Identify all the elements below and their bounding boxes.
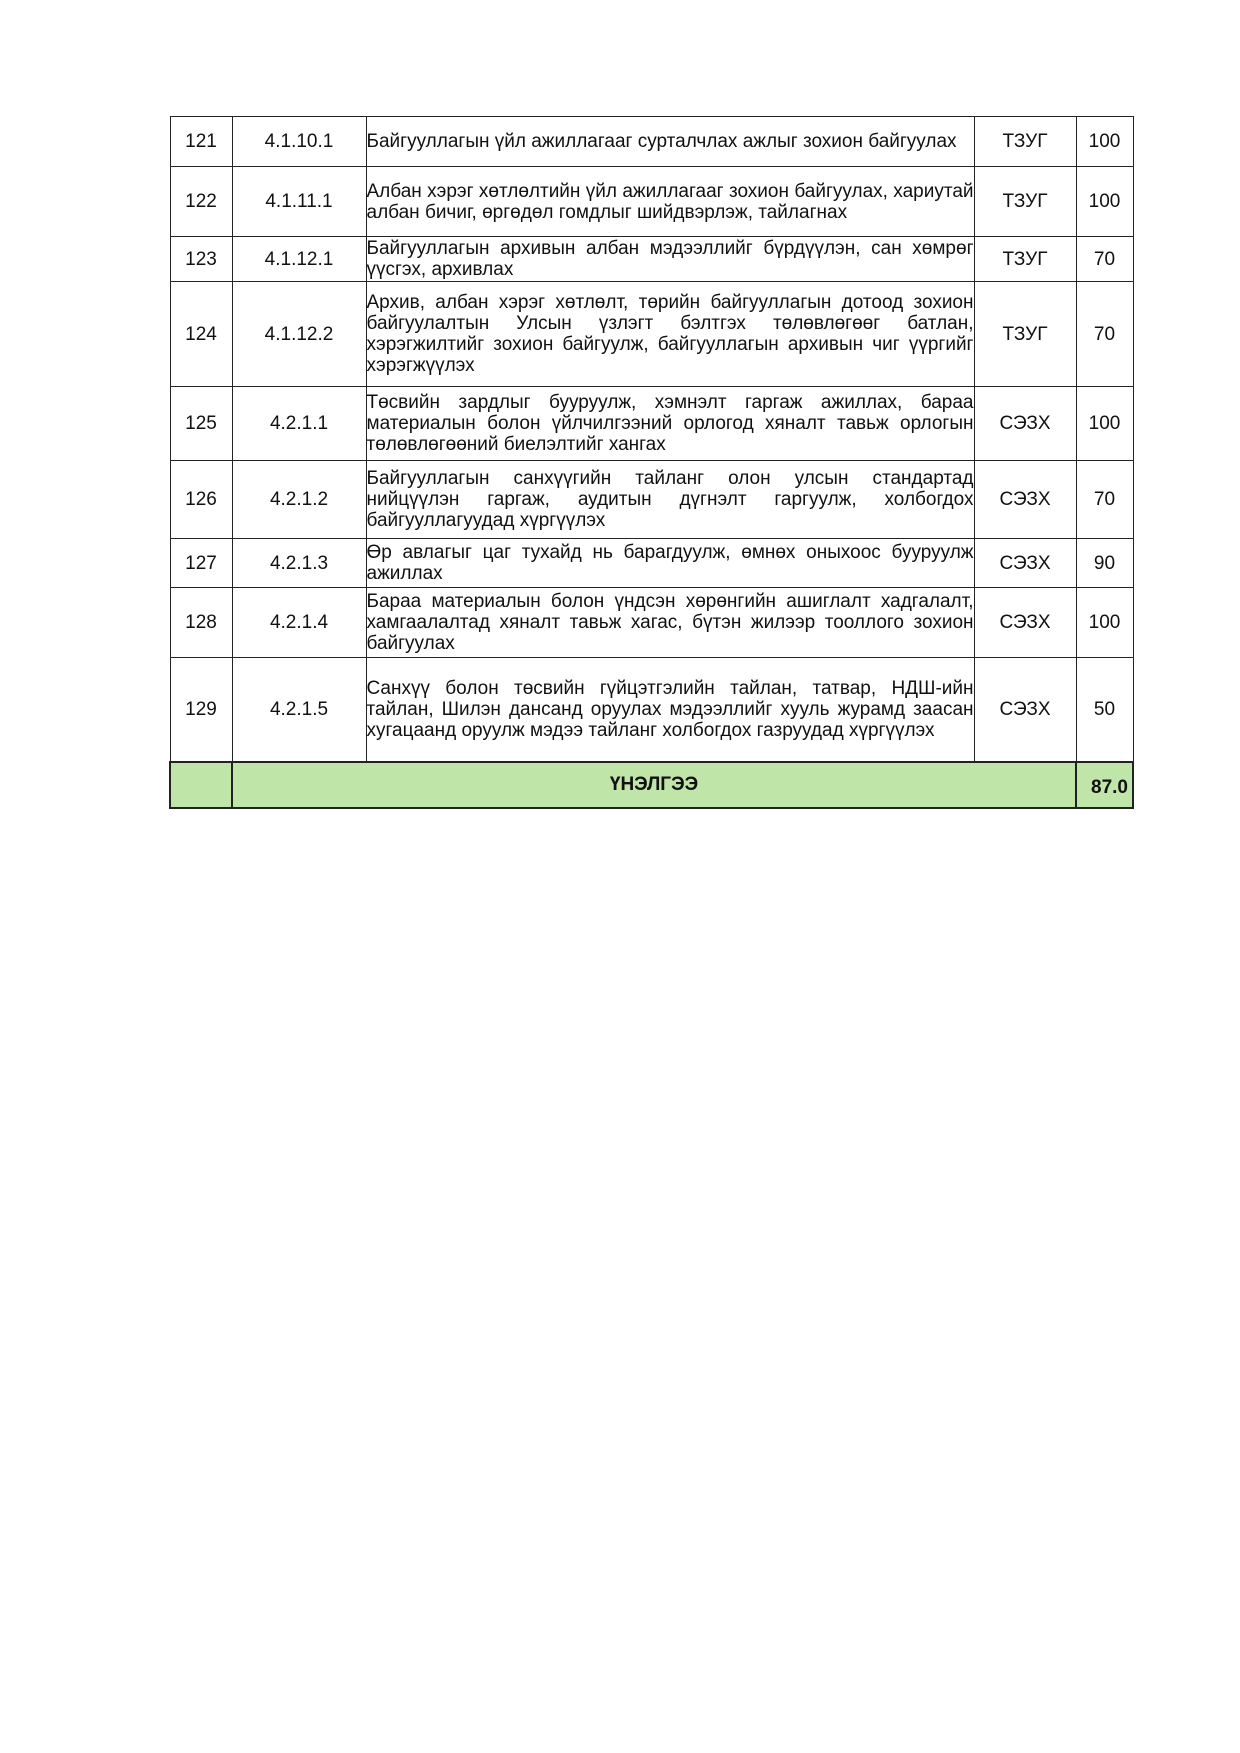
task-description: Санхүү болон төсвийн гүйцэтгэлийн тайлан, татвар, НДШ-ийн тайлан, Шилэн дансанд оруулах мэдээллийг хууль журамд заасан хугацаанд оруулж мэдээ тайланг холбогдох газруудад хүргүүлэх (366, 658, 974, 762)
row-number: 122 (170, 167, 232, 237)
indicator-code: 4.2.1.5 (232, 658, 366, 762)
indicator-code: 4.1.10.1 (232, 117, 366, 167)
table-row (170, 167, 1133, 237)
responsible-unit: СЭЗХ (974, 387, 1076, 461)
total-row (170, 762, 1133, 808)
responsible-unit: СЭЗХ (974, 588, 1076, 658)
indicator-code: 4.2.1.1 (232, 387, 366, 461)
task-description: Байгууллагын санхүүгийн тайланг олон улсын стандартад нийцүүлэн гаргаж, аудитын дүгнэлт гаргуулж, холбогдох байгууллагуудад хүргүүлэх (366, 461, 974, 539)
responsible-unit: ТЗУГ (974, 167, 1076, 237)
responsible-unit: СЭЗХ (974, 461, 1076, 539)
table-row (170, 282, 1133, 387)
row-number: 128 (170, 588, 232, 658)
score-value: 100 (1076, 387, 1133, 461)
row-number: 121 (170, 117, 232, 167)
table-row (170, 117, 1133, 167)
row-number: 126 (170, 461, 232, 539)
task-description: Байгууллагын архивын албан мэдээллийг бүрдүүлэн, сан хөмрөг үүсгэх, архивлах (366, 238, 974, 280)
score-value: 90 (1076, 539, 1133, 588)
row-number: 127 (170, 539, 232, 588)
score-value: 70 (1076, 237, 1133, 282)
indicator-code: 4.2.1.2 (232, 461, 366, 539)
total-score: 87.0 (1076, 762, 1133, 808)
table-row (170, 461, 1133, 539)
score-value: 70 (1076, 282, 1133, 387)
table-row (170, 387, 1133, 461)
responsible-unit: ТЗУГ (974, 282, 1076, 387)
row-number: 125 (170, 387, 232, 461)
total-row-blank-cell (170, 762, 232, 808)
task-description: Байгууллагын үйл ажиллагааг сурталчлах ажлыг зохион байгуулах (366, 117, 974, 167)
score-value: 100 (1076, 167, 1133, 237)
row-number: 123 (170, 237, 232, 282)
score-value: 70 (1076, 461, 1133, 539)
task-description: Албан хэрэг хөтлөлтийн үйл ажиллагааг зохион байгуулах, хариутай албан бичиг, өргөдөл гомдлыг шийдвэрлэж, тайлагнах (366, 167, 974, 237)
total-label: ҮНЭЛГЭЭ (232, 762, 1076, 808)
responsible-unit: ТЗУГ (974, 237, 1076, 282)
task-description: Бараа материалын болон үндсэн хөрөнгийн ашиглалт хадгалалт, хамгаалалтад хяналт тавьж хагас, бүтэн жилээр тооллого зохион байгуулах (366, 588, 974, 658)
table-row (170, 237, 1133, 282)
indicator-code: 4.1.12.2 (232, 282, 366, 387)
indicator-code: 4.1.12.1 (232, 237, 366, 282)
score-value: 100 (1076, 117, 1133, 167)
indicator-code: 4.1.11.1 (232, 167, 366, 237)
table-row (170, 658, 1133, 762)
table-row (170, 539, 1133, 588)
task-description: Архив, албан хэрэг хөтлөлт, төрийн байгууллагын дотоод зохион байгуулалтын Улсын үзлэгт бэлтгэх төлөвлөгөөг батлан, хэрэгжилтийг зохион байгуулж, байгууллагын архивын чиг үүргийг хэрэгжүүлэх (366, 282, 974, 387)
row-number: 124 (170, 282, 232, 387)
task-description: Өр авлагыг цаг тухайд нь барагдуулж, өмнөх оныхоос бууруулж ажиллах (366, 539, 974, 588)
responsible-unit: СЭЗХ (974, 658, 1076, 762)
indicator-code: 4.2.1.3 (232, 539, 366, 588)
row-number: 129 (170, 658, 232, 762)
score-value: 50 (1076, 658, 1133, 762)
indicator-code: 4.2.1.4 (232, 588, 366, 658)
evaluation-table (169, 116, 1134, 809)
table-row (170, 588, 1133, 658)
task-description: Төсвийн зардлыг бууруулж, хэмнэлт гаргаж ажиллах, бараа материалын болон үйлчилгээний орлогод хяналт тавьж орлогын төлөвлөгөөний биелэлтийг хангах (366, 387, 974, 461)
score-value: 100 (1076, 588, 1133, 658)
responsible-unit: ТЗУГ (974, 117, 1076, 167)
responsible-unit: СЭЗХ (974, 539, 1076, 588)
